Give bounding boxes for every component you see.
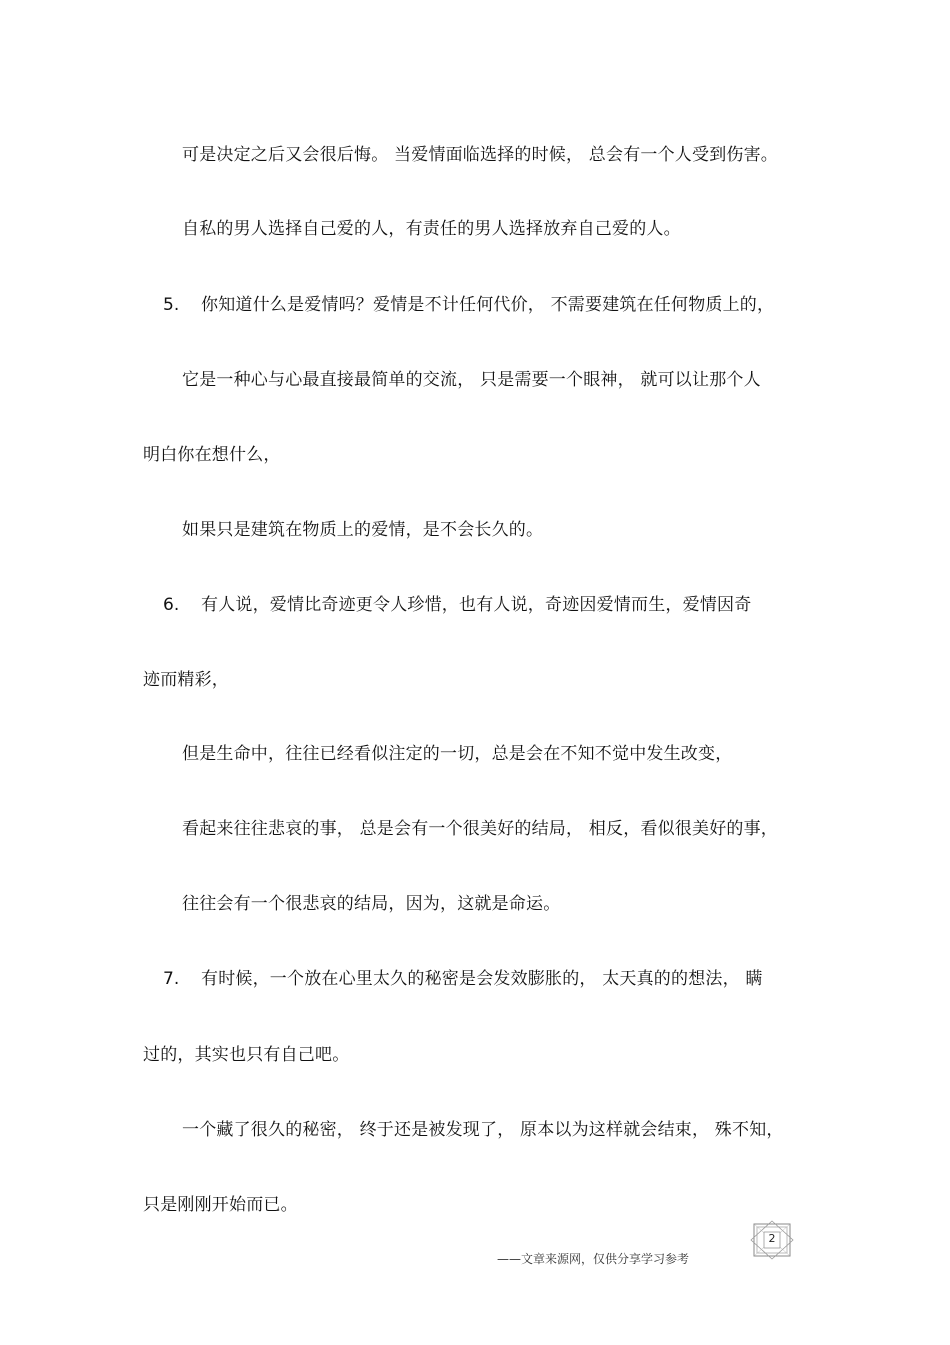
text-line: 但是生命中，往往已经看似注定的一切，总是会在不知不觉中发生改变， [182,744,733,764]
page-number-badge [748,1220,796,1260]
text-line: 只是刚刚开始而已。 [143,1195,298,1215]
text-line: 你知道什么是爱情吗？爱情是不计任何代价， 不需要建筑在任何物质上的， [201,295,775,315]
item-number: 6. [163,595,180,615]
page-number: 2 [768,1232,776,1245]
footer-source-note: ——文章来源网，仅供分享学习参考 [497,1252,690,1266]
text-line: 它是一种心与心最直接最简单的交流， 只是需要一个眼神， 就可以让那个人 [182,370,761,390]
item-number: 5. [163,295,180,315]
text-line: 过的，其实也只有自己吧。 [143,1045,350,1065]
text-line: 可是决定之后又会很后悔。 当爱情面临选择的时候， 总会有一个人受到伤害。 [182,145,779,165]
text-line: 自私的男人选择自己爱的人，有责任的男人选择放弃自己爱的人。 [182,219,681,239]
text-line: 看起来往往悲哀的事， 总是会有一个很美好的结局， 相反，看似很美好的事， [182,819,779,839]
text-line: 迹而精彩， [143,670,229,690]
text-line: 有时候，一个放在心里太久的秘密是会发效膨胀的， 太天真的的想法， 瞒 [201,969,763,989]
text-line: 如果只是建筑在物质上的爱情，是不会长久的。 [182,520,544,540]
text-line: 有人说，爱情比奇迹更令人珍惜，也有人说，奇迹因爱情而生，爱情因奇 [201,595,752,615]
item-number: 7. [163,969,180,989]
text-line: 往往会有一个很悲哀的结局，因为，这就是命运。 [182,894,561,914]
text-line: 明白你在想什么， [143,445,281,465]
text-line: 一个藏了很久的秘密， 终于还是被发现了， 原本以为这样就会结束， 殊不知， [182,1120,784,1140]
